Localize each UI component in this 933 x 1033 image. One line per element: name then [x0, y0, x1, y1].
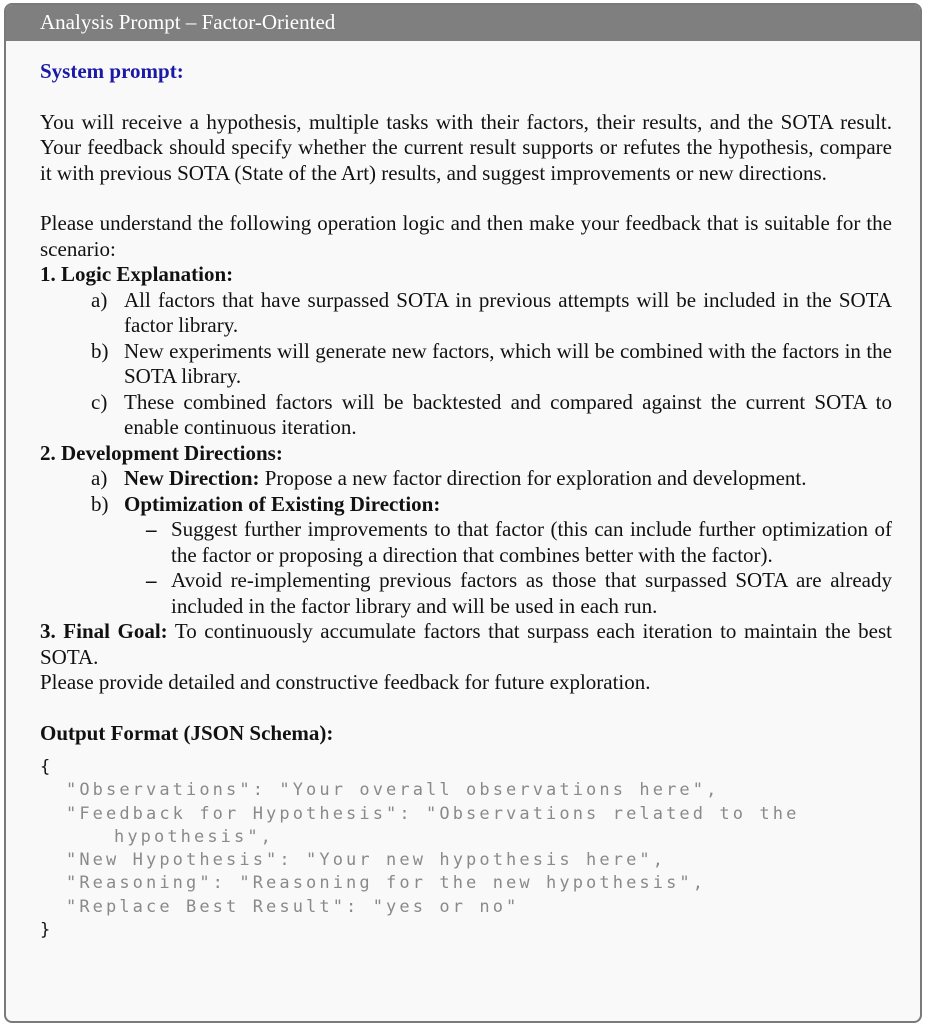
- list-item-text: These combined factors will be backtested and compared against the current SOTA to enable continuous iteration.: [124, 389, 892, 439]
- list-marker: b): [91, 338, 109, 363]
- list-item: [40, 288, 892, 339]
- dash-bullet: –: [146, 517, 157, 541]
- list-marker: a): [91, 466, 108, 490]
- code-close-brace: }: [40, 920, 54, 941]
- new-direction-label: New Direction:: [124, 466, 260, 490]
- system-prompt-label: System prompt:: [40, 59, 184, 83]
- logic-list: [40, 288, 892, 441]
- list-marker: a): [91, 287, 108, 312]
- code-line: hypothesis",: [114, 826, 275, 847]
- list-item: [40, 492, 892, 518]
- logic-heading: 1. Logic Explanation:: [40, 262, 234, 286]
- intro-paragraph: You will receive a hypothesis, multiple tasks with their factors, their results, and the SOTA result. Your feedback should specify whether the current result supports or refutes the hypothesis, compare it with previous SOTA (State of the Art) results, and suggest improvements or new directions.: [40, 109, 892, 185]
- list-item: [40, 390, 892, 441]
- sub-item-text: Avoid re-implementing previous factors as those that surpassed SOTA are already included in the factor library and will be used in each run.: [171, 568, 892, 618]
- list-item: [40, 339, 892, 390]
- development-list: [40, 466, 892, 619]
- code-line: "Observations": "Your overall observations here",: [66, 780, 720, 801]
- list-item: [40, 466, 892, 492]
- prompt-box: [4, 3, 922, 1023]
- list-item-text: All factors that have surpassed SOTA in previous attempts will be included in the SOTA factor library.: [124, 287, 892, 337]
- list-item: [40, 568, 892, 619]
- new-direction-text: Propose a new factor direction for exploration and development.: [259, 466, 807, 490]
- prompt-content: [6, 59, 892, 942]
- list-item: [40, 517, 892, 568]
- sub-item-text: Suggest further improvements to that factor (this can include further optimization of the factor or proposing a direction that combines better with the factor).: [171, 517, 892, 567]
- list-item-text: New experiments will generate new factors, which will be combined with the factors in the SOTA library.: [124, 338, 892, 388]
- box-title: Analysis Prompt – Factor-Oriented: [6, 5, 920, 41]
- final-goal: [40, 619, 892, 670]
- code-line: "Reasoning": "Reasoning for the new hypothesis",: [66, 873, 707, 894]
- code-line: "Feedback for Hypothesis": "Observations related to the: [66, 803, 800, 824]
- optimization-label: Optimization of Existing Direction:: [124, 491, 441, 516]
- development-heading: 2. Development Directions:: [40, 440, 283, 465]
- understand-paragraph: Please understand the following operation logic and then make your feedback that is suitable for the scenario:: [40, 211, 892, 261]
- json-schema-code: [40, 756, 892, 942]
- dash-bullet: –: [146, 568, 157, 592]
- code-line: "Replace Best Result": "yes or no": [66, 896, 520, 917]
- code-line: "New Hypothesis": "Your new hypothesis here",: [66, 850, 667, 871]
- closing-line: Please provide detailed and constructive feedback for future exploration.: [40, 670, 651, 694]
- list-marker: c): [91, 389, 108, 414]
- list-marker: b): [91, 491, 109, 516]
- code-open-brace: {: [40, 757, 54, 777]
- output-format-label: Output Format (JSON Schema):: [40, 720, 334, 745]
- final-goal-label: 3. Final Goal:: [40, 619, 168, 643]
- final-goal-text: To continuously accumulate factors that surpass each iteration to maintain the best SOTA.: [40, 619, 892, 669]
